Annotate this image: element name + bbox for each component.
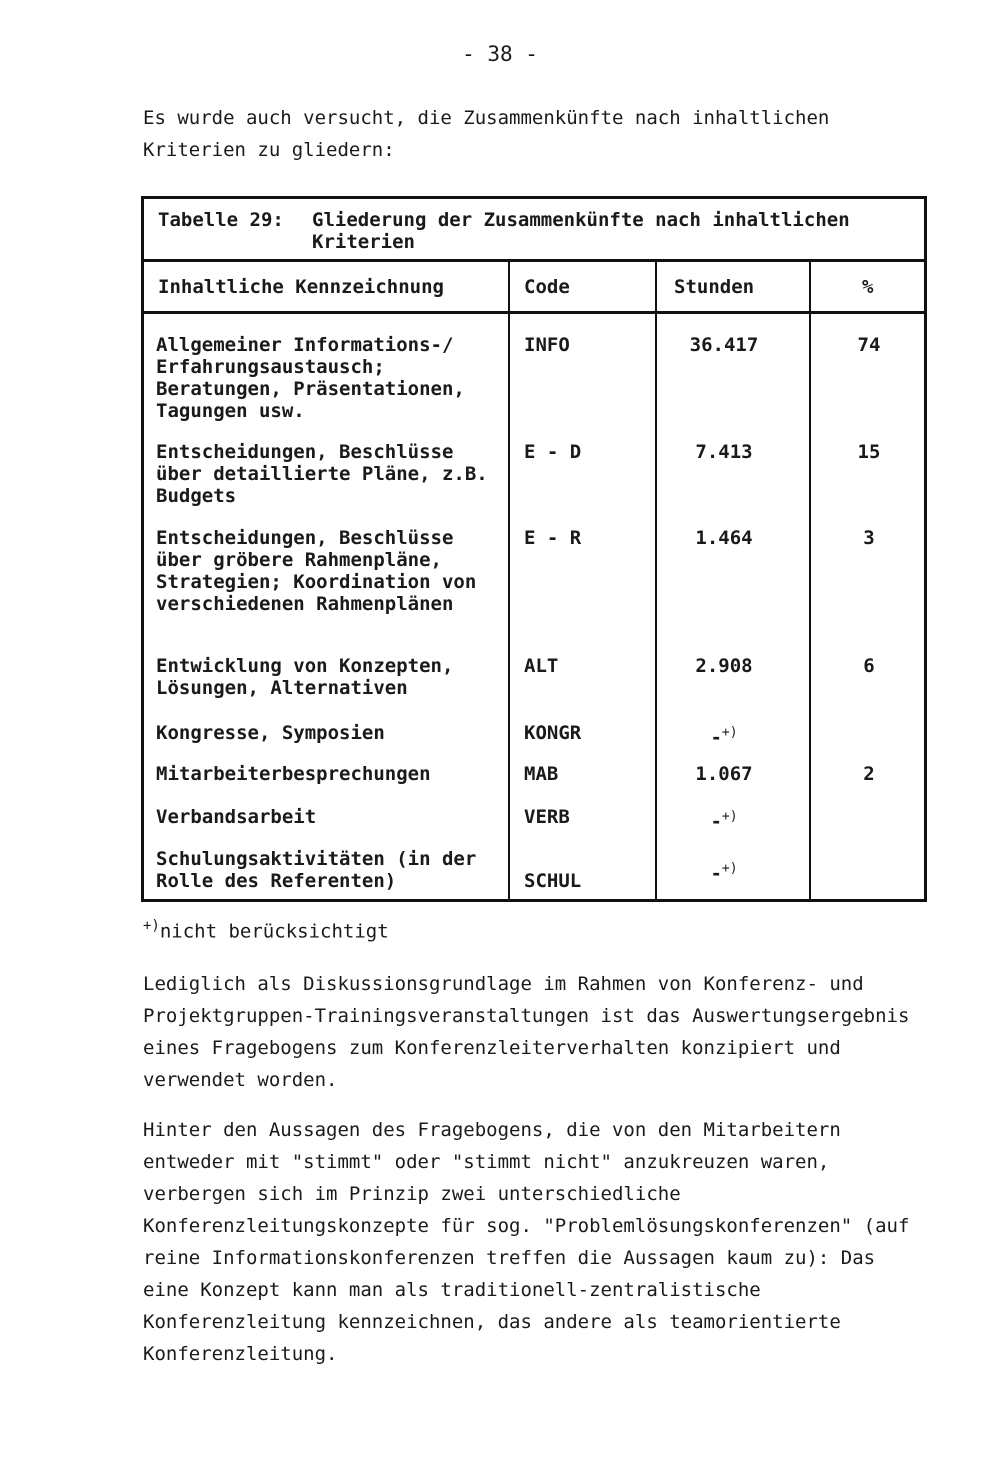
row-percent: 6 — [863, 655, 875, 677]
footnote-marker: +) — [143, 918, 160, 934]
row-hours: 2.908 — [695, 655, 753, 677]
row-description: Entscheidungen, Beschlüsse über detaillierte Pläne, z.B. Budgets — [156, 441, 488, 507]
table-header-row — [144, 262, 924, 314]
table-29 — [141, 196, 927, 902]
row-description: Mitarbeiterbesprechungen — [156, 763, 431, 785]
row-code: ALT — [524, 655, 559, 677]
row-hours: -+) — [710, 725, 738, 749]
row-hours: 1.067 — [695, 763, 753, 785]
row-code: KONGR — [524, 722, 582, 744]
row-hours: -+) — [710, 861, 738, 885]
intro-paragraph: Es wurde auch versucht, die Zusammenkünfte nach inhaltlichen Kriterien zu gliedern: — [143, 107, 830, 161]
table-caption-title: Gliederung der Zusammenkünfte nach inhaltlichen Kriterien — [312, 209, 850, 253]
table-caption-label: Tabelle 29: — [158, 209, 284, 231]
body-paragraph: Lediglich als Diskussionsgrundlage im Rahmen von Konferenz- und Projektgruppen-Trainingsveranstaltungen ist das Auswertungsergebnis eines Fragebogens zum Konferenzleiterverhalten konzipiert und verwendet worden. — [143, 973, 910, 1091]
footnote-marker: +) — [721, 725, 738, 740]
row-hours: -+) — [710, 809, 738, 833]
row-description: Entscheidungen, Beschlüsse über gröbere Rahmenpläne, Strategien; Koordination von verschiedenen Rahmenplänen — [156, 527, 477, 615]
row-description: Entwicklung von Konzepten, Lösungen, Alternativen — [156, 655, 454, 699]
row-code: E - D — [524, 441, 582, 463]
row-description: Verbandsarbeit — [156, 806, 317, 828]
header-code: Code — [524, 276, 570, 298]
row-percent: 3 — [863, 527, 875, 549]
table-body — [144, 314, 924, 899]
row-percent: 15 — [857, 441, 881, 463]
row-percent: 74 — [857, 334, 881, 356]
row-percent: 2 — [863, 763, 875, 785]
row-hours: 36.417 — [689, 334, 759, 356]
row-code: SCHUL — [524, 870, 582, 892]
body-paragraph: Hinter den Aussagen des Fragebogens, die von den Mitarbeitern entweder mit "stimmt" oder "stimmt nicht" anzukreuzen waren, verbergen sich im Prinzip zwei unterschiedliche Konferenzleitungskonzepte für sog. "Problemlösungskonferenzen" (auf reine Informationskonferenzen treffen die Aussagen kaum zu): Das eine Konzept kann man als traditionell-zentralistische Konferenzleitung kennzeichnen, das andere als teamorientierte Konferenzleitung. — [143, 1119, 910, 1365]
page-number: - 38 - — [462, 42, 538, 66]
row-code: VERB — [524, 806, 570, 828]
table-footnote — [143, 918, 389, 942]
header-description: Inhaltliche Kennzeichnung — [158, 276, 444, 298]
row-description: Kongresse, Symposien — [156, 722, 385, 744]
row-hours: 1.464 — [695, 527, 753, 549]
header-hours: Stunden — [674, 276, 755, 298]
footnote-marker: +) — [721, 861, 738, 876]
table-caption — [144, 199, 924, 262]
row-code: E - R — [524, 527, 582, 549]
header-percent: % — [862, 276, 874, 298]
row-description: Schulungsaktivitäten (in der Rolle des Referenten) — [156, 848, 477, 892]
row-description: Allgemeiner Informations-/ Erfahrungsaustausch; Beratungen, Präsentationen, Tagungen usw. — [156, 334, 465, 422]
footnote-marker: +) — [721, 809, 738, 824]
row-code: MAB — [524, 763, 559, 785]
row-hours: 7.413 — [695, 441, 753, 463]
footnote-text: nicht berücksichtigt — [159, 920, 389, 943]
row-code: INFO — [524, 334, 570, 356]
